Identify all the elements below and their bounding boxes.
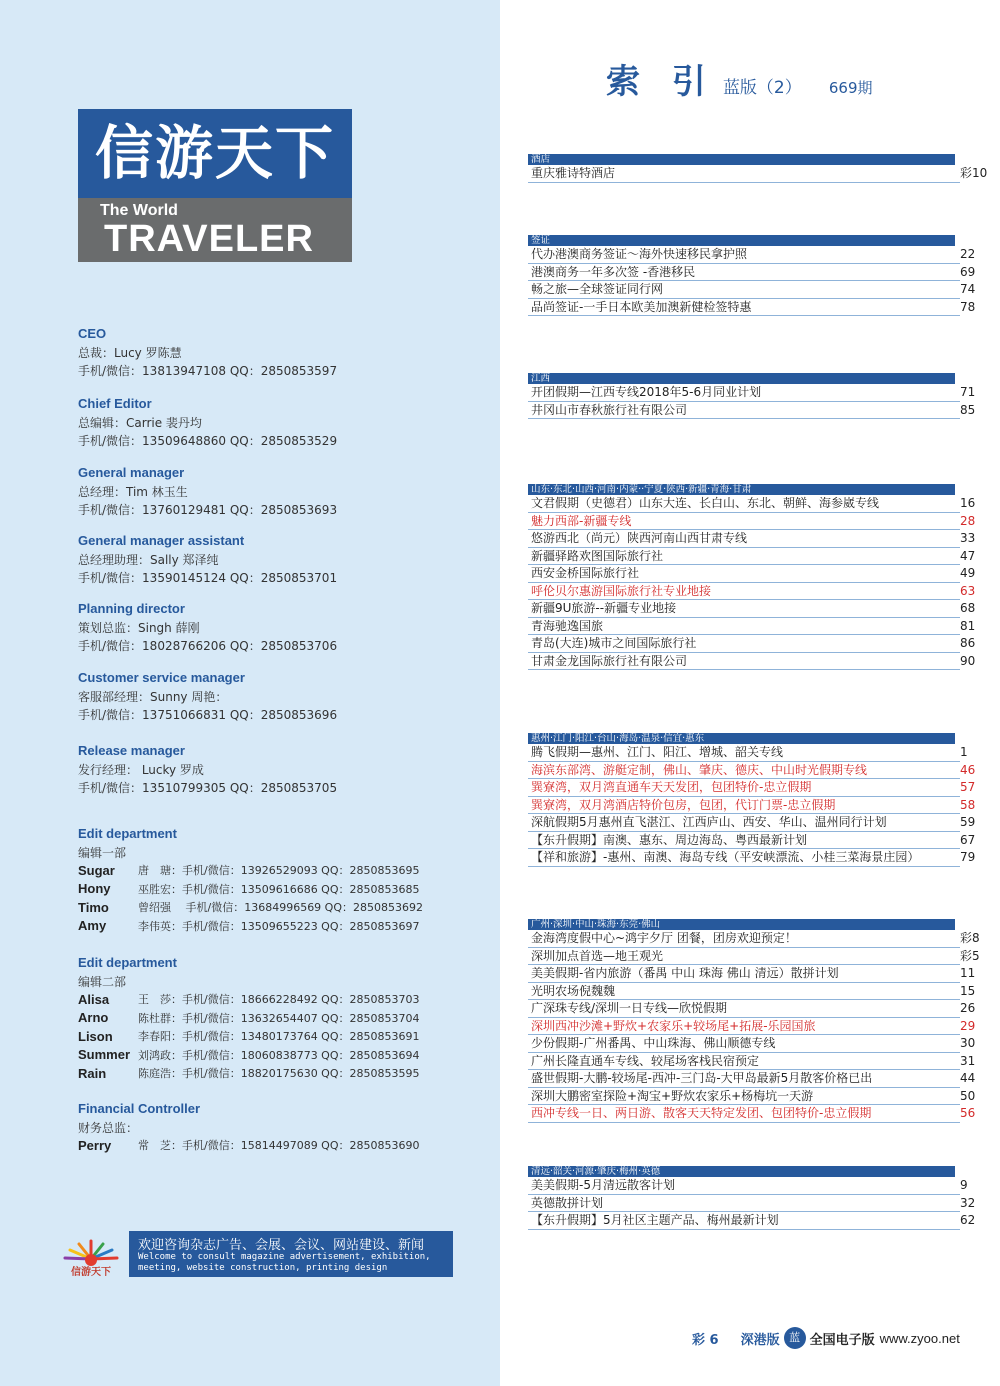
- member-english-name: Timo: [78, 899, 109, 915]
- department-title: Financial Controller: [78, 1101, 201, 1116]
- entry-page: 彩8: [960, 931, 980, 945]
- entry-page: 63: [960, 583, 976, 598]
- entry-page: 32: [960, 1195, 976, 1210]
- edition-badge: 蓝: [784, 1327, 806, 1349]
- index-entry: [528, 402, 976, 420]
- member-english-name: Arno: [78, 1010, 109, 1026]
- member-row: [78, 861, 423, 880]
- index-entry: [528, 1053, 976, 1071]
- section-header: 广州·深圳·中山·珠海·东莞·佛山: [528, 919, 955, 930]
- member-contact: 刘鸿政：手机/微信：18060838773 QQ：2850853694: [138, 1048, 420, 1062]
- index-entry: [528, 1035, 976, 1053]
- index-entry: [528, 530, 976, 548]
- index-entry: [528, 814, 976, 832]
- logo-chinese: 信游天下: [78, 109, 352, 198]
- index-entry: [528, 1177, 968, 1195]
- entry-page: 58: [960, 797, 976, 812]
- promo-text-box: [129, 1231, 453, 1277]
- promo-chinese: 欢迎咨询杂志广告、会展、会议、网站建设、新闻: [138, 1238, 425, 1253]
- staff-role: General manager: [78, 465, 185, 480]
- member-row: [78, 1009, 420, 1028]
- staff-name: 总裁：Lucy 罗陈慧: [78, 346, 182, 360]
- index-entry: [528, 1212, 976, 1230]
- member-contact: 李春阳：手机/微信：13480173764 QQ：2850853691: [138, 1030, 420, 1044]
- staff-block: [78, 325, 337, 380]
- entry-title: 文君假期（史德君）山东大连、长白山、东北、朝鲜、海参崴专线: [531, 496, 880, 510]
- index-edition: 蓝版（2）: [722, 78, 802, 98]
- member-english-name: Lison: [78, 1028, 113, 1044]
- index-entry: [528, 565, 976, 583]
- index-entry: [528, 779, 976, 797]
- section-header: 惠州·江门·阳江·台山·海岛·温泉·信宜·惠东: [528, 733, 955, 744]
- entry-title: 呼伦贝尔惠游国际旅行社专业地接: [531, 583, 712, 598]
- sun-logo-icon: [57, 1237, 125, 1277]
- entry-page: 50: [960, 1088, 976, 1103]
- entry-title: 西安金桥国际旅行社: [531, 566, 640, 580]
- member-contact: 陈杜群：手机/微信：13632654407 QQ：2850853704: [138, 1011, 420, 1025]
- entry-page: 44: [960, 1071, 976, 1085]
- logo-subtitle: The World: [100, 202, 178, 219]
- entry-page: 79: [960, 850, 976, 864]
- entry-title: 腾飞假期—惠州、江门、阳江、增城、韶关专线: [531, 745, 784, 759]
- entry-title: 畅之旅—全球签证同行网: [531, 282, 664, 296]
- entry-page: 86: [960, 636, 976, 650]
- index-entry: [528, 548, 976, 566]
- staff-contact: 手机/微信：13751066831 QQ：2850853696: [78, 708, 338, 722]
- index-title-main: 索 引: [606, 62, 716, 102]
- index-entry: [528, 384, 976, 402]
- staff-role: Customer service manager: [78, 670, 245, 685]
- edition-label: 全国电子版: [809, 1332, 875, 1348]
- entry-title: 英德散拼计划: [531, 1195, 604, 1210]
- page-footer: [692, 1327, 960, 1349]
- section-header: 江西: [528, 373, 955, 384]
- staff-role: Release manager: [78, 743, 185, 758]
- staff-block: [78, 669, 337, 724]
- staff-role: General manager assistant: [78, 533, 245, 548]
- member-english-name: Amy: [78, 918, 107, 934]
- member-row: [78, 898, 423, 917]
- index-entry: [528, 495, 976, 513]
- member-english-name: Alisa: [78, 991, 110, 1007]
- index-entry: [528, 1105, 976, 1123]
- entry-page: 22: [960, 247, 976, 261]
- entry-page: 1: [960, 745, 968, 759]
- member-row: [78, 1046, 420, 1065]
- logo-title: TRAVELER: [104, 218, 314, 260]
- section-header: 酒店: [528, 154, 955, 165]
- entry-title: 魅力西部-新疆专线: [531, 513, 632, 528]
- entry-page: 46: [960, 762, 976, 777]
- logo-english: [78, 198, 352, 262]
- page-number: 彩 6: [692, 1332, 719, 1348]
- entry-title: 悠游西北（尚元）陕西河南山西甘肃专线: [531, 531, 748, 545]
- index-entry: [528, 1070, 976, 1088]
- staff-block: [78, 600, 337, 655]
- staff-name: 总经理：Tim 林玉生: [78, 485, 188, 499]
- index-section: [528, 373, 976, 419]
- staff-contact: 手机/微信：13590145124 QQ：2850853701: [78, 571, 338, 585]
- index-section: [528, 1166, 976, 1230]
- index-entry: [528, 1000, 976, 1018]
- entry-title: 港澳商务一年多次签 -香港移民: [531, 264, 696, 279]
- index-section: [528, 484, 976, 670]
- entry-title: 美美假期-省内旅游（番禺 中山 珠海 佛山 清远）散拼计划: [531, 966, 839, 980]
- entry-title: 美美假期-5月清远散客计划: [531, 1178, 675, 1192]
- member-contact: 陈庭浩：手机/微信：18820175630 QQ：2850853595: [138, 1067, 420, 1081]
- member-row: [78, 1027, 420, 1046]
- member-contact: 巫胜宏：手机/微信：13509616686 QQ：2850853685: [138, 882, 420, 896]
- entry-title: 广州长隆直通车专线、较尾场客栈民宿预定: [531, 1053, 760, 1068]
- index-entry: [528, 600, 976, 618]
- index-entry: [528, 1195, 976, 1213]
- promo-logo-text: 信游天下: [71, 1267, 111, 1277]
- entry-title: 新疆9U旅游--新疆专业地接: [531, 601, 677, 615]
- entry-page: 31: [960, 1053, 976, 1068]
- member-english-name: Summer: [78, 1047, 131, 1063]
- index-entry: [528, 246, 976, 264]
- entry-page: 11: [960, 966, 976, 980]
- staff-role: CEO: [78, 326, 107, 341]
- index-entry: [528, 762, 976, 780]
- index-entry: [528, 299, 976, 317]
- promo-english: Welcome to consult magazine advertisement, exhibition, meeting, website construction, printing design: [138, 1252, 431, 1273]
- entry-title: 广深珠专线/深圳一日专线—欣悦假期: [531, 1001, 728, 1015]
- entry-page: 彩5: [960, 948, 980, 963]
- member-row: [78, 880, 423, 899]
- entry-page: 30: [960, 1036, 976, 1050]
- entry-title: 少份假期-广州番禺、中山珠海、佛山顺德专线: [531, 1036, 776, 1050]
- entry-title: 西冲专线一日、两日游、散客天天特定发团、包团特价-忠立假期: [531, 1106, 872, 1120]
- entry-page: 85: [960, 402, 976, 417]
- issue-number: 669期: [828, 79, 873, 97]
- index-section: [528, 733, 976, 867]
- index-entry: [528, 965, 976, 983]
- index-entry: [528, 832, 976, 850]
- entry-title: 新疆驿路欢图国际旅行社: [531, 548, 664, 563]
- staff-contact: 手机/微信：13813947108 QQ：2850853597: [78, 364, 338, 378]
- staff-name: 总经理助理：Sally 郑泽纯: [78, 553, 219, 567]
- member-english-name: Perry: [78, 1137, 112, 1153]
- promo-banner: [57, 1231, 453, 1277]
- entry-title: 深圳西冲沙滩+野炊+农家乐+较场尾+拓展-乐园国旅: [531, 1018, 816, 1033]
- index-entry: [528, 797, 976, 815]
- index-section: [528, 154, 988, 183]
- index-entry: [528, 513, 976, 531]
- staff-name: 客服部经理：Sunny 周艳：: [78, 690, 228, 704]
- index-entry: [528, 948, 980, 966]
- index-entry: [528, 849, 976, 867]
- member-english-name: Hony: [78, 881, 111, 897]
- entry-page: 彩10: [960, 166, 988, 180]
- index-entry: [528, 583, 976, 601]
- magazine-logo: [78, 109, 352, 262]
- entry-page: 62: [960, 1213, 976, 1227]
- entry-title: 代办港澳商务签证～海外快速移民拿护照: [531, 247, 748, 261]
- member-contact: 常 芝：手机/微信：15814497089 QQ：2850853690: [138, 1139, 420, 1153]
- index-entry: [528, 653, 976, 671]
- member-contact: 唐 瑭：手机/微信：13926529093 QQ：2850853695: [138, 864, 420, 878]
- entry-title: 盛世假期-大鹏-较场尾-西冲-三门岛-大甲岛最新5月散客价格已出: [531, 1071, 873, 1085]
- entry-page: 67: [960, 832, 976, 847]
- entry-title: 甘肃金龙国际旅行社有限公司: [531, 653, 688, 668]
- entry-title: 开团假期—江西专线2018年5-6月同业计划: [531, 385, 762, 399]
- entry-title: 品尚签证-一手日本欧美加澳新健检签特惠: [531, 299, 752, 314]
- entry-title: 深圳加点首选—地王观光: [531, 948, 664, 963]
- entry-page: 26: [960, 1001, 976, 1015]
- entry-page: 78: [960, 299, 976, 314]
- entry-title: 海滨东部湾、游艇定制，佛山、肇庆、德庆、中山时光假期专线: [531, 762, 868, 777]
- index-entry: [528, 281, 976, 299]
- entry-title: 青岛(大连)城市之间国际旅行社: [531, 636, 697, 650]
- member-english-name: Sugar: [78, 862, 115, 878]
- staff-name: 发行经理： Lucky 罗成: [78, 763, 204, 777]
- staff-contact: 手机/微信：18028766206 QQ：2850853706: [78, 639, 338, 653]
- member-row: [78, 1064, 420, 1083]
- staff-role: Planning director: [78, 601, 185, 616]
- index-entry: [528, 983, 976, 1001]
- entry-page: 69: [960, 264, 976, 279]
- entry-page: 68: [960, 601, 976, 615]
- staff-block: [78, 532, 337, 587]
- department-subtitle: 财务总监：: [78, 1121, 139, 1135]
- index-entry: [528, 635, 976, 653]
- entry-page: 29: [960, 1018, 976, 1033]
- entry-title: 深航假期5月惠州直飞湛江、江西庐山、西安、华山、温州同行计划: [531, 815, 887, 829]
- entry-page: 81: [960, 618, 976, 633]
- entry-title: 金海湾度假中心~鸿宇夕厅 团餐，团房欢迎预定！: [531, 931, 797, 945]
- department-subtitle: 编辑二部: [78, 975, 127, 989]
- staff-contact: 手机/微信：13510799305 QQ：2850853705: [78, 781, 338, 795]
- staff-name: 策划总监：Singh 薛刚: [78, 621, 200, 635]
- index-entry: [528, 930, 980, 948]
- entry-title: 【东升假期】南澳、惠东、周边海岛、粤西最新计划: [531, 832, 808, 847]
- entry-page: 16: [960, 496, 976, 510]
- section-header: 清远·韶关·河源·肇庆·梅州·英德: [528, 1166, 955, 1177]
- entry-page: 33: [960, 531, 976, 545]
- staff-block: [78, 395, 337, 450]
- edit-department-1: [78, 826, 423, 935]
- member-contact: 李伟英：手机/微信：13509655223 QQ：2850853697: [138, 919, 420, 933]
- staff-contact: 手机/微信：13760129481 QQ：2850853693: [78, 503, 338, 517]
- entry-page: 59: [960, 815, 976, 829]
- member-english-name: Rain: [78, 1065, 107, 1081]
- entry-page: 90: [960, 653, 976, 668]
- index-section: [528, 235, 976, 316]
- entry-page: 28: [960, 513, 976, 528]
- section-header: 山东·东北·山西·河南·内蒙··宁夏·陕西·新疆·青海·甘肃: [528, 484, 955, 495]
- member-row: [78, 917, 423, 936]
- entry-title: 重庆雅诗特酒店: [531, 166, 616, 180]
- index-entry: [528, 1088, 976, 1106]
- index-entry: [528, 1018, 976, 1036]
- member-row: [78, 990, 420, 1009]
- department-subtitle: 编辑一部: [78, 846, 127, 860]
- index-entry: [528, 744, 968, 762]
- entry-page: 15: [960, 983, 976, 998]
- member-contact: 王 莎：手机/微信：18666228492 QQ：2850853703: [138, 993, 420, 1007]
- edit-department-2: [78, 955, 420, 1083]
- entry-title: 深圳大鹏密室探险+淘宝+野炊农家乐+杨梅坑一天游: [531, 1088, 814, 1103]
- department-title: Edit department: [78, 955, 177, 970]
- member-contact: 曾绍强 手机/微信：13684996569 QQ：2850853692: [138, 901, 423, 915]
- staff-name: 总编辑：Carrie 裴丹均: [78, 416, 202, 430]
- entry-title: 【祥和旅游】-惠州、南澳、海岛专线（平安峡漂流、小桂三菜海景庄园）: [531, 850, 920, 864]
- staff-block: [78, 464, 337, 519]
- entry-title: 巽寮湾，双月湾直通车天天发团，包团特价-忠立假期: [531, 780, 812, 794]
- index-section: [528, 919, 980, 1123]
- department-title: Edit department: [78, 826, 177, 841]
- entry-page: 49: [960, 566, 976, 580]
- entry-title: 【东升假期】5月社区主题产品、梅州最新计划: [531, 1213, 779, 1227]
- index-title: [606, 54, 873, 103]
- entry-title: 井冈山市春秋旅行社有限公司: [531, 402, 688, 417]
- staff-block: [78, 742, 337, 797]
- entry-page: 9: [960, 1178, 968, 1192]
- version-label: 深港版: [740, 1332, 780, 1348]
- financial-controller: [78, 1101, 420, 1155]
- entry-page: 57: [960, 780, 976, 794]
- index-entry: [528, 264, 976, 282]
- entry-title: 青海驰逸国旅: [531, 618, 604, 633]
- entry-title: 巽寮湾，双月湾酒店特价包房，包团，代订门票-忠立假期: [531, 797, 836, 812]
- website-link[interactable]: www.zyoo.net: [879, 1330, 960, 1346]
- member-row: [78, 1136, 420, 1155]
- entry-page: 74: [960, 282, 976, 296]
- entry-page: 71: [960, 385, 976, 399]
- section-header: 签证: [528, 235, 955, 246]
- entry-title: 光明农场倪魏魏: [531, 983, 616, 998]
- index-entry: [528, 165, 988, 183]
- staff-role: Chief Editor: [78, 396, 152, 411]
- entry-page: 47: [960, 548, 976, 563]
- staff-contact: 手机/微信：13509648860 QQ：2850853529: [78, 434, 338, 448]
- index-entry: [528, 618, 976, 636]
- entry-page: 56: [960, 1106, 976, 1120]
